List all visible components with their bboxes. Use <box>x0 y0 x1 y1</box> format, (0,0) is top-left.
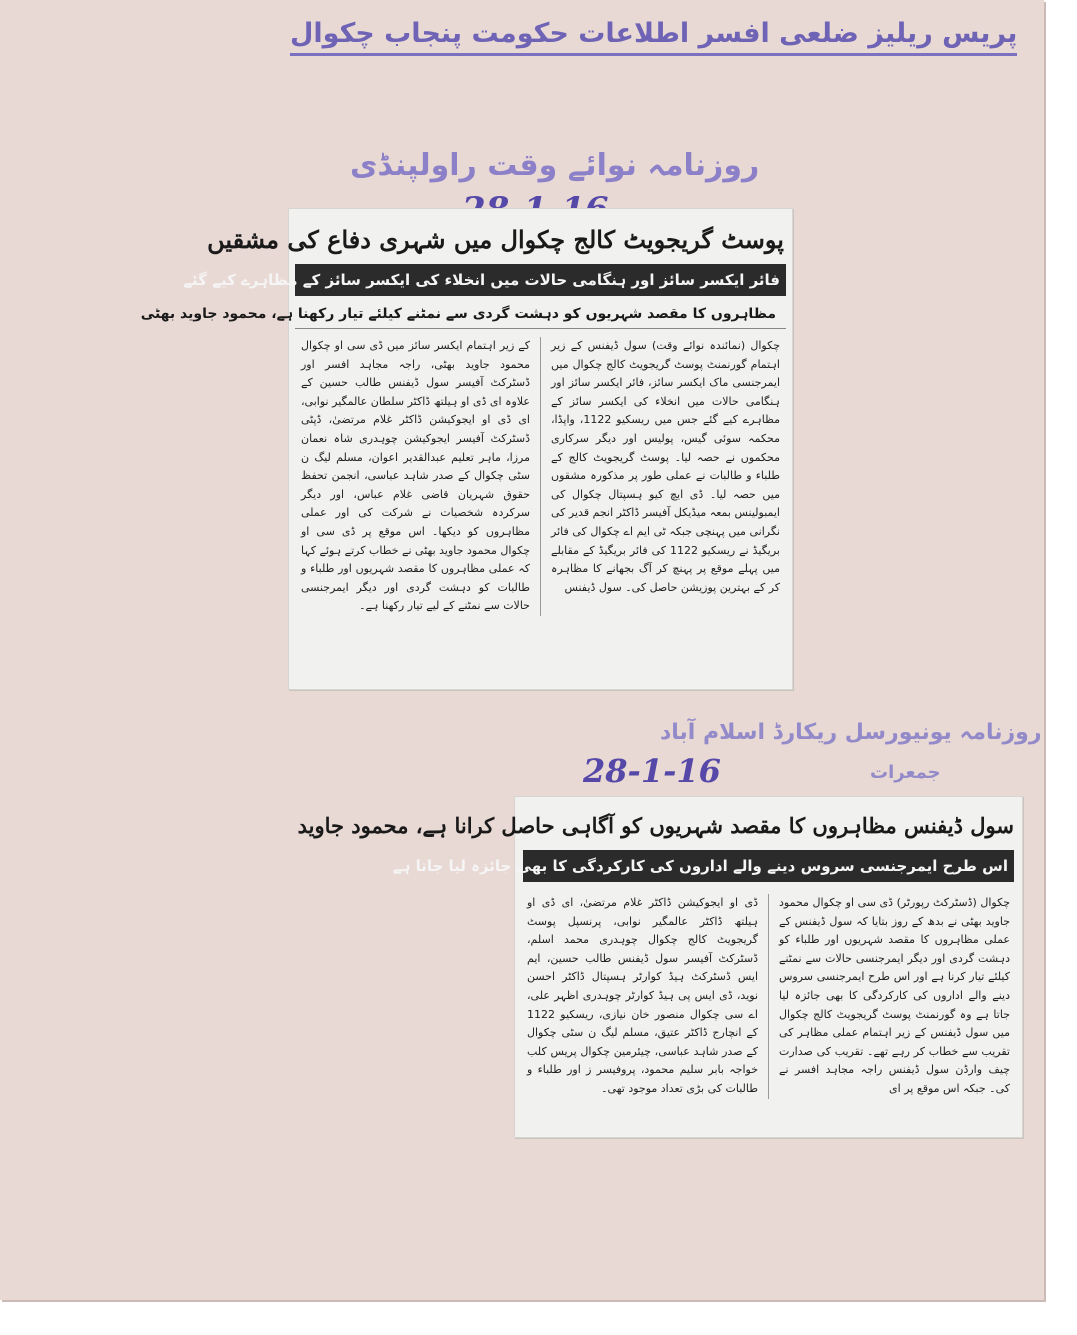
clipping-2-headline: سول ڈیفنس مظاہروں کا مقصد شہریوں کو آگاہی حاصل کرانا ہے، محمود جاوید <box>297 813 1014 838</box>
clipping-1-column-2: کے زیر اہتمام ایکسر سائز میں ڈی سی او چکوال محمود جاوید بھٹی، راجہ مجاہد افسر اور ڈسٹرکٹ آفیسر سول ڈیفنس طالب حسین کے علاوہ ای ڈی او ہیلتھ ڈاکٹر سلطان عالمگیر نوابی، ای ڈی او ایجوکیشن ڈاکٹر غلام مرتضیٰ، ڈپٹی ڈسٹرکٹ آفیسر ایجوکیشن چوہدری شاہ نعمان مرزا، ماہر تعلیم عبدالقدیر اعوان، مسلم لیگ ن سٹی چکوال کے صدر شاہد عباسی، انجمن تحفظ حقوق شہریان قاضی غلام عباس، اور دیگر سرکردہ شخصیات نے شرکت کی اور عملی مظاہروں کو دیکھا۔ اس موقع پر ڈی سی او چکوال محمود جاوید بھٹی نے خطاب کرتے ہوئے کہا کہ عملی مظاہروں کا مقصد شہریوں اور طلباء و طالبات کو دہشت گردی اور دیگر ایمرجنسی حالات سے نمٹنے کے لیے تیار رکھنا ہے۔ <box>301 339 530 613</box>
newspaper-stamp-2: روزنامہ یونیورسل ریکارڈ اسلام آباد <box>660 720 1042 745</box>
office-stamp-text: پریس ریلیز ضلعی افسر اطلاعات حکومت پنجاب چکوال <box>290 18 1018 49</box>
clipping-1-subhead: مظاہروں کا مقصد شہریوں کو دہشت گردی سے نمٹنے کیلئے تیار رکھنا ہے، محمود جاوید بھٹی <box>295 300 786 329</box>
stamp-underline <box>290 53 1017 56</box>
newspaper-stamp-1: روزنامہ نوائے وقت راولپنڈی <box>350 148 760 183</box>
clipping-1-column-1: چکوال (نمائندہ نوائے وقت) سول ڈیفنس کے زیر اہتمام گورنمنٹ پوسٹ گریجویٹ کالج چکوال میں ایمرجنسی ماک ایکسر سائز، فائر ایکسر سائز اور ہنگامی حالات میں انخلاء کی ایکسر سائز کے مظاہرے کیے گئے جس میں ریسکیو 1122، واپڈا، محکمہ سوئی گیس، پولیس اور دیگر سرکاری محکموں نے حصہ لیا۔ پوسٹ گریجویٹ کالج کے طلباء و طالبات نے عملی طور پر مذکورہ مشقوں میں حصہ لیا۔ ڈی ایچ کیو ہسپتال چکوال کی ایمبولینس بمعہ میڈیکل آفیسر ڈاکٹر انجم قدیر کی نگرانی میں پہنچی جبکہ ٹی ایم اے چکوال کی فائر بریگیڈ نے ریسکیو 1122 کی فائر بریگیڈ کے مقابلے میں پہلے موقع پر پہنچ کر آگ بجھانے کا مظاہرہ کر کے بہترین پوزیشن حاصل کی۔ سول ڈیفنس <box>551 339 780 594</box>
clipping-2-band: اس طرح ایمرجنسی سروس دینے والے اداروں کی کارکردگی کا بھی جائزہ لیا جاتا ہے <box>523 850 1014 882</box>
clipping-1-body <box>289 329 792 624</box>
news-clipping-2 <box>297 796 1023 1138</box>
clipping-2-body <box>515 886 1022 1107</box>
column-divider <box>540 337 541 616</box>
clipping-1-headline: پوسٹ گریجویٹ کالج چکوال میں شہری دفاع کی مشقیں <box>207 225 784 254</box>
news-clipping-1 <box>140 208 793 690</box>
clipping-2-column-2: ڈی او ایجوکیشن ڈاکٹر غلام مرتضیٰ، ای ڈی او ہیلتھ ڈاکٹر عالمگیر نوابی، پرنسپل پوسٹ گریجویٹ کالج چکوال چوہدری محمد اسلم، ڈسٹرکٹ آفیسر سول ڈیفنس طالب حسین، ایم ایس ڈسٹرکٹ ہیڈ کوارٹر ہسپتال ڈاکٹر احسن نوید، ڈی ایس پی ہیڈ کوارٹر چوہدری اظہر علی، اے سی چکوال منصور خان نیازی، ریسکیو 1122 کے انچارج ڈاکٹر عتیق، مسلم لیگ ن سٹی چکوال کے صدر شاہد عباسی، چیئرمین چکوال پریس کلب خواجہ بابر سلیم محمود، پروفیسر ز اور طلباء و طالبات کی بڑی تعداد موجود تھی۔ <box>527 896 758 1095</box>
clipping-1-band: فائر ایکسر سائز اور ہنگامی حالات میں انخلاء کی ایکسر سائز کے مظاہرے کیے گئے <box>295 264 786 296</box>
clipping-2-column-1: چکوال (ڈسٹرکٹ رپورٹر) ڈی سی او چکوال محمود جاوید بھٹی نے بدھ کے روز بتایا کہ سول ڈیفنس کے عملی مظاہروں کا مقصد شہریوں اور طلباء کو دہشت گردی اور دیگر ایمرجنسی حالات سے نمٹنے کیلئے تیار کرنا ہے اور اس طرح ایمرجنسی سروس دینے والے اداروں کی کارکردگی کا بھی جائزہ لیا جاتا ہے وہ گورنمنٹ پوسٹ گریجویٹ کالج چکوال میں سول ڈیفنس کے زیر اہتمام عملی مظاہر کی تقریب سے خطاب کر رہے تھے۔ تقریب کی صدارت چیف وارڈن سول ڈیفنس راجہ مجاہد افسر نے کی۔ جبکہ اس موقع پر ای <box>779 896 1010 1095</box>
office-stamp <box>290 18 1017 56</box>
column-divider <box>768 894 769 1099</box>
handwritten-date-2: 28-1-16 <box>583 752 721 790</box>
newspaper-stamp-2-day: جمعرات <box>870 762 941 783</box>
